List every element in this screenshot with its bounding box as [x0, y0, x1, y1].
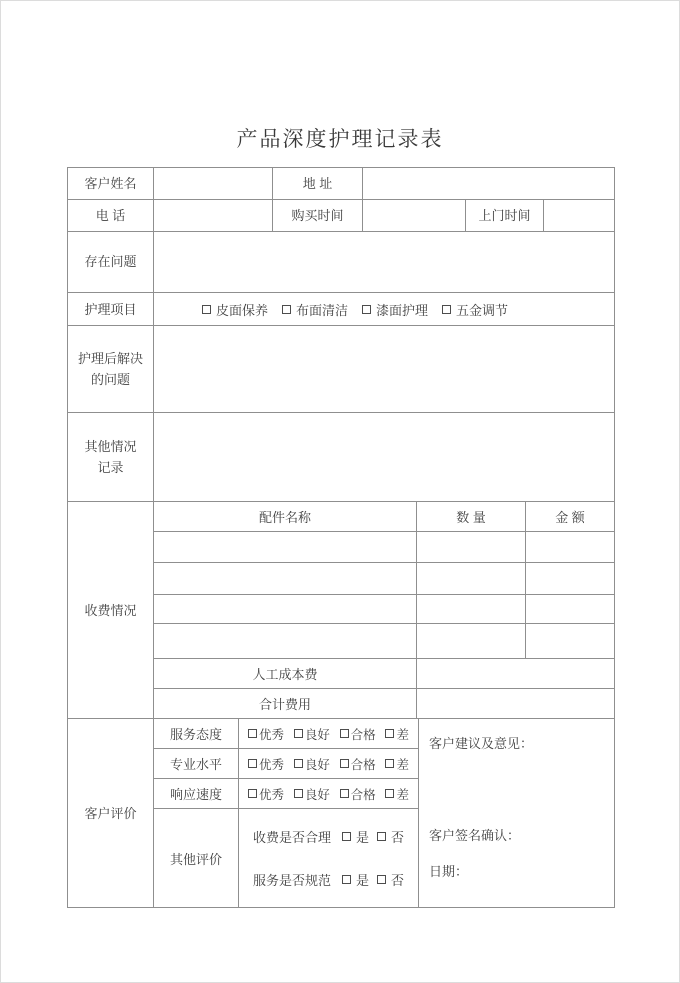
visit-time-label: 上门时间 — [466, 200, 544, 231]
response-speed-options: 优秀 良好 合格 差 — [239, 779, 418, 808]
solved-problems-label: 护理后解决 的问题 — [68, 326, 154, 411]
response-speed-row — [154, 779, 418, 809]
service-standard-label: 服务是否规范 — [253, 873, 332, 888]
row-existing-problems — [68, 232, 614, 294]
checkbox-fabric-cleaning-icon[interactable] — [282, 305, 291, 314]
address-input[interactable] — [363, 168, 614, 199]
fees-subtable — [154, 502, 614, 718]
customer-name-input[interactable] — [154, 168, 273, 199]
fees-row-1 — [154, 532, 614, 563]
checkbox-good-icon[interactable] — [294, 729, 303, 738]
accessory-name-input-4[interactable] — [154, 624, 417, 658]
suggestion-label: 客户建议及意见： — [429, 736, 534, 751]
checkbox-no-icon[interactable] — [377, 875, 386, 884]
amount-input-3[interactable] — [526, 595, 614, 624]
labor-cost-label: 人工成本费 — [154, 659, 417, 688]
professional-level-options: 优秀 良好 合格 差 — [239, 749, 418, 778]
amount-input-2[interactable] — [526, 563, 614, 594]
total-cost-row — [154, 689, 614, 718]
labor-cost-input[interactable] — [417, 659, 614, 688]
row-phone-times — [68, 200, 614, 232]
fee-reasonable-label: 收费是否合理 — [253, 830, 332, 845]
purchase-time-label: 购买时间 — [273, 200, 363, 231]
amount-input-4[interactable] — [526, 624, 614, 658]
quantity-input-2[interactable] — [417, 563, 526, 594]
suggestion-signature-cell[interactable] — [419, 719, 614, 907]
service-attitude-options: 优秀 良好 合格 差 — [239, 719, 418, 748]
other-eval-label: 其他评价 — [154, 809, 239, 907]
total-cost-input[interactable] — [417, 689, 614, 718]
checkbox-poor-icon[interactable] — [385, 759, 394, 768]
quantity-input-3[interactable] — [417, 595, 526, 624]
checkbox-pass-icon[interactable] — [340, 729, 349, 738]
evaluation-section-label: 客户评价 — [68, 719, 154, 907]
checkbox-leather-surface-care-icon[interactable] — [202, 305, 211, 314]
checkbox-poor-icon[interactable] — [385, 789, 394, 798]
accessory-name-header: 配件名称 — [154, 502, 417, 531]
quantity-input-1[interactable] — [417, 532, 526, 562]
fees-section-label: 收费情况 — [68, 502, 154, 718]
service-standard-line: 服务是否规范 是 否 — [239, 870, 418, 889]
care-option-paint: 漆面护理 — [362, 300, 428, 319]
care-items-label: 护理项目 — [68, 293, 154, 325]
care-option-fabric: 布面清洁 — [282, 300, 348, 319]
accessory-name-input-1[interactable] — [154, 532, 417, 562]
row-fees-section — [68, 502, 614, 719]
care-option-leather: 皮面保养 — [202, 300, 268, 319]
phone-label: 电 话 — [68, 200, 154, 231]
fees-row-2 — [154, 563, 614, 595]
care-record-table — [67, 167, 615, 908]
row-other-records — [68, 413, 614, 502]
row-care-items — [68, 293, 614, 326]
quantity-header: 数 量 — [417, 502, 526, 531]
care-option-hardware: 五金调节 — [442, 300, 508, 319]
checkbox-excellent-icon[interactable] — [248, 759, 257, 768]
page-title: 产品深度护理记录表 — [236, 128, 444, 151]
existing-problems-input[interactable] — [154, 232, 614, 293]
fees-header-row — [154, 502, 614, 532]
signature-label: 客户签名确认： — [429, 828, 521, 843]
checkbox-good-icon[interactable] — [294, 789, 303, 798]
visit-time-input[interactable] — [544, 200, 614, 231]
checkbox-paint-care-icon[interactable] — [362, 305, 371, 314]
accessory-name-input-2[interactable] — [154, 563, 417, 594]
existing-problems-label: 存在问题 — [68, 232, 154, 293]
other-eval-options — [239, 809, 418, 907]
row-solved-problems — [68, 326, 614, 412]
solved-problems-input[interactable] — [154, 326, 614, 411]
evaluation-subtable — [154, 719, 419, 907]
checkbox-excellent-icon[interactable] — [248, 789, 257, 798]
fees-row-3 — [154, 595, 614, 625]
service-attitude-label: 服务态度 — [154, 719, 239, 748]
checkbox-poor-icon[interactable] — [385, 729, 394, 738]
professional-level-row — [154, 749, 418, 779]
checkbox-hardware-adjustment-icon[interactable] — [442, 305, 451, 314]
amount-header: 金 额 — [555, 509, 585, 525]
service-attitude-row — [154, 719, 418, 749]
checkbox-pass-icon[interactable] — [340, 759, 349, 768]
address-label: 地 址 — [273, 168, 363, 199]
phone-input[interactable] — [154, 200, 273, 231]
labor-cost-row — [154, 659, 614, 689]
row-evaluation-section — [68, 719, 614, 907]
checkbox-no-icon[interactable] — [377, 832, 386, 841]
checkbox-good-icon[interactable] — [294, 759, 303, 768]
date-label: 日期： — [429, 864, 469, 879]
purchase-time-input[interactable] — [363, 200, 466, 231]
response-speed-label: 响应速度 — [154, 779, 239, 808]
checkbox-pass-icon[interactable] — [340, 789, 349, 798]
other-eval-row — [154, 809, 418, 907]
checkbox-yes-icon[interactable] — [342, 832, 351, 841]
accessory-name-input-3[interactable] — [154, 595, 417, 624]
row-customer-address — [68, 168, 614, 200]
fees-row-4 — [154, 624, 614, 659]
other-records-input[interactable] — [154, 413, 614, 501]
total-cost-label: 合计费用 — [154, 689, 417, 718]
other-records-label: 其他情况 记录 — [68, 413, 154, 501]
customer-name-label: 客户姓名 — [68, 168, 154, 199]
care-options-group — [154, 293, 614, 325]
checkbox-excellent-icon[interactable] — [248, 729, 257, 738]
checkbox-yes-icon[interactable] — [342, 875, 351, 884]
amount-input-1[interactable] — [526, 532, 614, 562]
quantity-input-4[interactable] — [417, 624, 526, 658]
fee-reasonable-line: 收费是否合理 是 否 — [239, 827, 418, 846]
professional-level-label: 专业水平 — [154, 749, 239, 778]
